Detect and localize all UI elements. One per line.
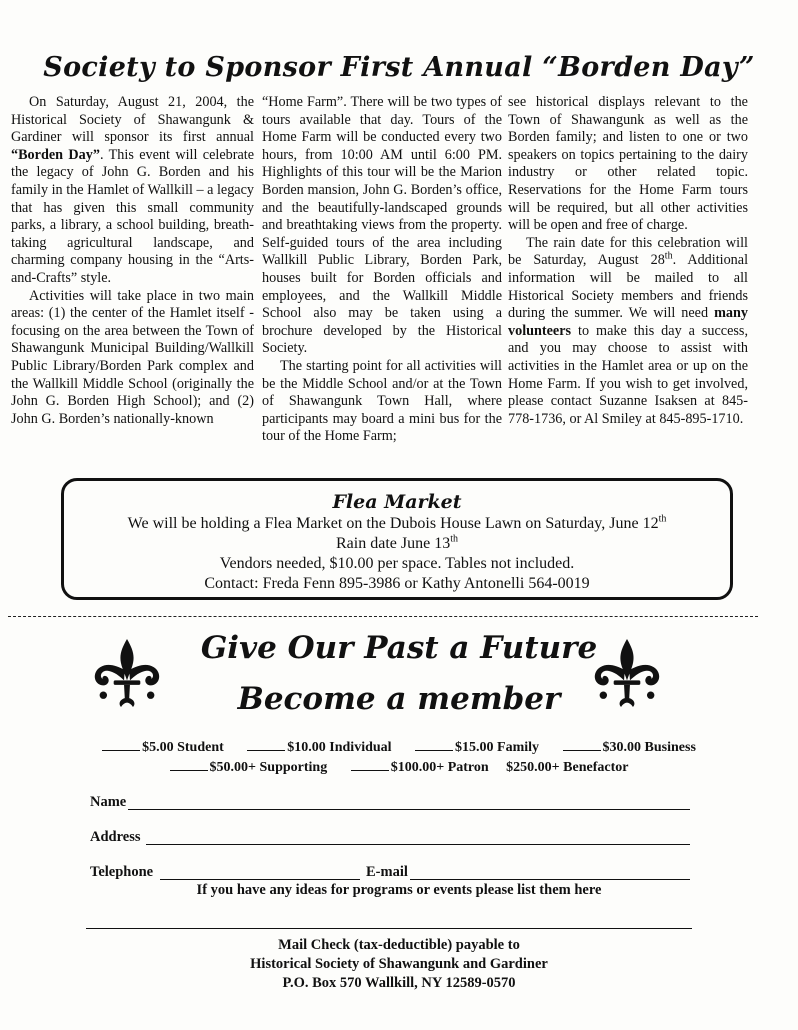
paragraph: see historical displays relevant to the Town of Shawangunk as well as the Borden family; and listen to one or two speakers on topics pertaining to the dairy industry or other related topic. Reservations for the Home Farm tours will be required, but all other activities will be open and free of charge. bbox=[508, 94, 748, 234]
paragraph: “Home Farm”. There will be two types of tours available that day. Tours of the Home Farm will be conducted every two hours, from 10:00 AM until 6:00 PM. Highlights of this tour will be the Marion Borden mansion, John G. Borden’s office, and the beautifully-landscaped grounds and breathtaking views from the property. Self-guided tours of the area including Wallkill Public Library, Borden Park, houses built for Borden officials and employees, and the Wallkill Middle School also may be taken using a brochure developed by the Historical Society. bbox=[262, 94, 502, 357]
flea-line-contact: Contact: Freda Fenn 895-3986 or Kathy Antonelli 564-0019 bbox=[204, 575, 590, 592]
borden-day-emphasis: “Borden Day” bbox=[11, 146, 100, 163]
level-label: $5.00 Student bbox=[142, 740, 224, 755]
article-column-1 bbox=[11, 94, 254, 428]
membership-subheadline: Become a member bbox=[237, 681, 561, 717]
membership-headline: Give Our Past a Future bbox=[200, 630, 598, 666]
text: to make this day a success, and you may choose to assist with activities in the Hamlet area or up on the Home Farm. If you wish to get involved, please contact Suzanne Isaksen at 845-778-1736, or Al Smiley at 845-895-1710. bbox=[508, 322, 748, 427]
level-label: $15.00 Family bbox=[455, 740, 540, 755]
article-title: Society to Sponsor First Annual “Borden Day” bbox=[43, 52, 755, 83]
text: The rain date for this celebration will be Saturday, August 28 bbox=[508, 234, 748, 269]
ordinal-suffix: th bbox=[450, 533, 458, 545]
level-checkbox-blank[interactable] bbox=[247, 738, 285, 751]
level-checkbox-blank[interactable] bbox=[415, 738, 453, 751]
flea-line-vendors: Vendors needed, $10.00 per space. Tables not included. bbox=[219, 555, 575, 572]
mail-line: Mail Check (tax-deductible) payable to bbox=[278, 937, 520, 953]
text: . This event will celebrate the legacy of John G. Borden and his family in the Hamlet of Wallkill – a legacy that has given this small community parks, a library, a school building, breath-taking agricultural landscape, and charming company housing in the “Arts-and-Crafts” style. bbox=[11, 146, 254, 286]
ordinal-suffix: th bbox=[664, 250, 673, 262]
flea-market-title: Flea Market bbox=[332, 491, 462, 513]
level-label: $250.00+ Benefactor bbox=[506, 760, 629, 775]
flea-line-rain-date bbox=[64, 534, 730, 554]
telephone-field[interactable] bbox=[160, 879, 360, 880]
text: On Saturday, August 21, 2004, the Historical Society of Shawangunk & Gardiner will sponsor its first annual bbox=[11, 94, 254, 146]
name-field[interactable] bbox=[128, 809, 690, 810]
paragraph: The starting point for all activities will be the Middle School and/or at the Town of Shawangunk Town Hall, where participants may board a mini bus for the tour of the Home Farm; bbox=[262, 357, 502, 445]
mail-line: P.O. Box 570 Wallkill, NY 12589-0570 bbox=[282, 975, 516, 991]
paragraph: Activities will take place in two main areas: (1) the center of the Hamlet itself - focusing on the area between the Town of Shawangunk Municipal Building/Wallkill Public Library/Borden Park complex and the Wallkill Middle School (originally the John G. Borden High School); and (2) John G. Borden’s nationally-known bbox=[11, 287, 254, 427]
level-checkbox-blank[interactable] bbox=[102, 738, 140, 751]
mailing-info bbox=[0, 936, 798, 993]
volunteers-emphasis: many volunteers bbox=[508, 305, 748, 339]
telephone-label: Telephone bbox=[90, 864, 154, 880]
article-column-2 bbox=[262, 94, 502, 446]
text: Rain date June 13 bbox=[336, 535, 451, 552]
cut-line-divider bbox=[8, 616, 758, 617]
level-label: $100.00+ Patron bbox=[390, 760, 489, 775]
ideas-field[interactable] bbox=[86, 928, 692, 929]
paragraph bbox=[11, 94, 254, 288]
flea-market-box bbox=[61, 478, 733, 600]
text: . Additional information will be mailed to all Historical Society members and friends during the summer. We will need bbox=[508, 252, 749, 322]
level-checkbox-blank[interactable] bbox=[170, 758, 208, 771]
name-label: Name bbox=[90, 794, 127, 810]
level-checkbox-blank[interactable] bbox=[351, 758, 389, 771]
email-label: E-mail bbox=[366, 864, 408, 880]
email-field[interactable] bbox=[410, 879, 690, 880]
level-label: $30.00 Business bbox=[602, 740, 696, 755]
mail-line: Historical Society of Shawangunk and Gardiner bbox=[250, 956, 548, 972]
address-field[interactable] bbox=[146, 844, 690, 845]
membership-levels-row-2 bbox=[0, 758, 798, 778]
text: We will be holding a Flea Market on the Dubois House Lawn on Saturday, June 12 bbox=[127, 515, 659, 532]
membership-levels-row-1 bbox=[0, 738, 798, 758]
level-label: $50.00+ Supporting bbox=[209, 760, 328, 775]
article-column-3 bbox=[508, 94, 748, 428]
ordinal-suffix: th bbox=[658, 513, 667, 525]
level-checkbox-blank[interactable] bbox=[563, 738, 601, 751]
ideas-prompt: If you have any ideas for programs or events please list them here bbox=[196, 882, 602, 898]
level-label: $10.00 Individual bbox=[287, 740, 392, 755]
flea-line-date bbox=[64, 514, 730, 534]
address-label: Address bbox=[90, 829, 141, 845]
paragraph bbox=[508, 235, 748, 429]
